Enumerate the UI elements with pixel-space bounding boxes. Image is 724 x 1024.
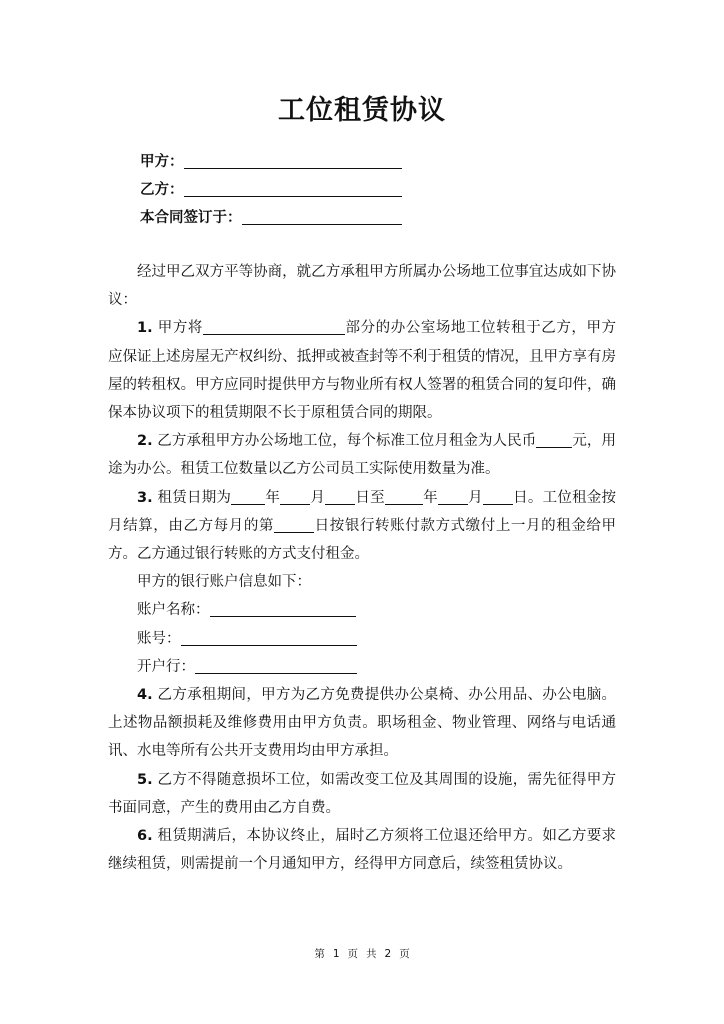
account-number-line [108, 625, 616, 653]
document-title: 工位租赁协议 [278, 95, 446, 126]
clause-6-text: 租赁期满后，本协议终止，届时乙方须将工位退还给甲方。如乙方要求继续租赁，则需提前一个月通知甲方，经得甲方同意后，续签租赁协议。 [108, 828, 617, 873]
bank-name-blank [195, 658, 357, 674]
clause-5 [108, 766, 616, 822]
footer-page-number: 1 [332, 948, 340, 960]
clause-6 [108, 822, 616, 878]
clause-1-number: 1. [137, 320, 153, 337]
bank-name-line [108, 653, 616, 681]
clause-3-text-a: 租赁日期为 [157, 489, 232, 506]
start-year-label: 年 [265, 489, 281, 506]
bank-heading: 甲方的银行账户信息如下： [137, 574, 311, 591]
start-day-blank [325, 489, 355, 505]
account-name-blank [210, 601, 356, 617]
footer-di: 第 [314, 948, 325, 960]
party-b-blank [184, 181, 402, 197]
clause-2-text-b: 元，用途为办公。租赁工位数量以乙方公司员工实际使用数量为准。 [108, 433, 617, 478]
clause-1-text-a: 甲方将 [157, 320, 203, 337]
footer-ye-2: 页 [399, 948, 410, 960]
clause-1-text-b: 部分的办公室场地工位转租于乙方，甲方应保证上述房屋无产权纠纷、抵押或被查封等不利于租赁的情况，且甲方享有房屋的转租权。甲方应同时提供甲方与物业所有权人签署的租赁合同的复印件，确保本协议项下的租赁期限不长于原租赁合同的期限。 [108, 320, 617, 422]
account-name-label: 账户名称： [137, 602, 210, 619]
party-b-line [140, 178, 402, 199]
payment-day-blank [274, 517, 314, 533]
footer-gong: 共 [366, 948, 377, 960]
account-name-line [108, 596, 616, 624]
clause-4 [108, 681, 616, 766]
end-year-blank [385, 489, 423, 505]
bank-name-label: 开户行： [137, 658, 195, 675]
clause-3-number: 3. [137, 489, 153, 506]
account-number-blank [181, 630, 357, 646]
clause-1-blank [203, 319, 345, 335]
agreement-body [108, 258, 616, 878]
party-a-blank [184, 153, 402, 169]
start-day-label: 日至 [355, 489, 385, 506]
intro-paragraph: 经过甲乙双方平等协商，就乙方承租甲方所属办公场地工位事宜达成如下协议： [108, 264, 616, 309]
footer-total-pages: 2 [384, 948, 392, 960]
party-a-line [140, 150, 402, 171]
start-year-blank [231, 489, 265, 505]
clause-1 [108, 314, 616, 427]
sign-date-blank [242, 209, 402, 225]
clause-5-text: 乙方不得随意损坏工位，如需改变工位及其周围的设施，需先征得甲方书面同意，产生的费用由乙方自费。 [108, 771, 617, 816]
sign-date-label: 本合同签订于： [140, 210, 242, 226]
clause-2-rent-blank [536, 432, 572, 448]
page-footer [0, 946, 724, 961]
clause-3 [108, 484, 616, 569]
start-month-label: 月 [310, 489, 326, 506]
clause-2 [108, 427, 616, 483]
clause-3-text-c: 日按银行转账付款方式缴付上一月的租金给甲方。乙方通过银行转账的方式支付租金。 [108, 517, 617, 563]
clause-4-text: 乙方承租期间，甲方为乙方免费提供办公桌椅、办公用品、办公电脑。上述物品额损耗及维修费用由甲方负责。职场租金、物业管理、网络与电话通讯、水电等所有公共开支费用均由甲方承担。 [108, 687, 617, 760]
party-a-label: 甲方： [140, 154, 184, 170]
end-month-blank [438, 489, 468, 505]
footer-ye: 页 [347, 948, 358, 960]
start-month-blank [280, 489, 310, 505]
end-day-blank [483, 489, 513, 505]
account-number-label: 账号： [137, 630, 181, 647]
clause-2-text-a: 乙方承租甲方办公场地工位，每个标准工位月租金为人民币 [157, 433, 537, 450]
sign-date-line [140, 206, 402, 227]
clause-4-number: 4. [137, 687, 153, 704]
end-year-label: 年 [422, 489, 438, 506]
clause-5-number: 5. [137, 771, 153, 788]
party-b-label: 乙方： [140, 182, 184, 198]
clause-6-number: 6. [137, 828, 153, 845]
end-month-label: 月 [467, 489, 483, 506]
clause-3-text-b: 日。工位租金按月结算，由乙方每月的第 [108, 489, 617, 534]
clause-2-number: 2. [137, 433, 153, 450]
